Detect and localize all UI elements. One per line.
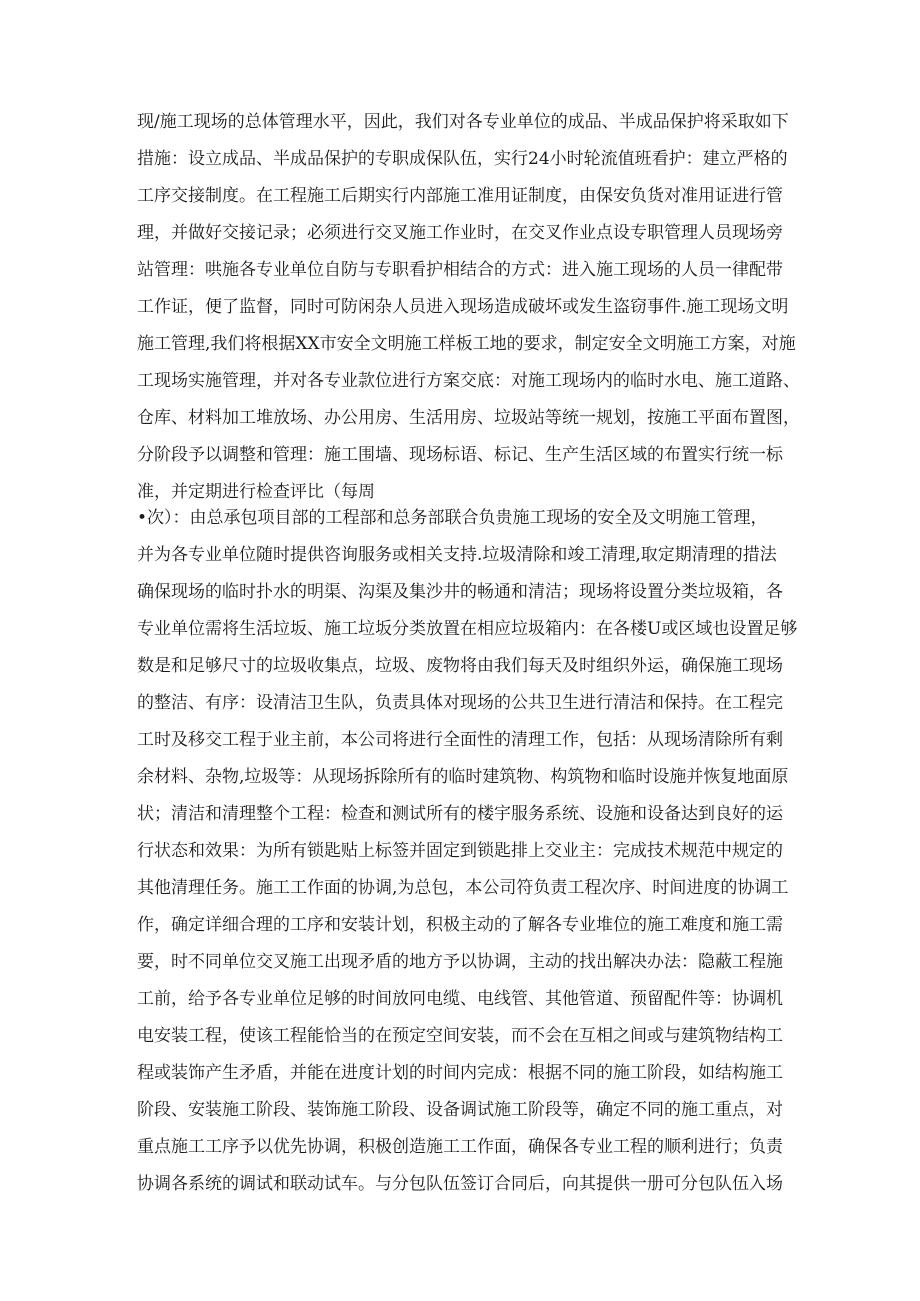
text-line: 工作证，便了监督，同时可防闲杂人员进入现场造成破坏或发生盗窃事件.施工现场文明 — [137, 297, 789, 317]
text-line: 仓库、材料加工堆放场、办公用房、生活用房、垃圾站等统一规划，按施工平面布置图， — [137, 408, 800, 428]
text-line: 准，并定期进行检查评比（每周 — [137, 482, 375, 502]
text-line: 确保现场的临时扑水的明渠、沟渠及集沙井的畅通和清洁；现场将设置分类垃圾箱，各 — [137, 582, 783, 602]
text-line: 余材料、杂物,垃圾等：从现场拆除所有的临时建筑物、构筑物和临时设施并恢复地面原 — [137, 767, 789, 787]
text-line: 电安装工程，使该工程能恰当的在预定空间安装，而不会在互相之间或与建筑物结构工 — [137, 1026, 783, 1046]
text-line: 行状态和效果：为所有锁匙贴上标签并固定到锁匙排上交业主：完成技术规范中规定的 — [137, 841, 783, 861]
text-line: 现/施工现场的总体管理水平，因此，我们对各专业单位的成品、半成品保护将采取如下 — [137, 112, 789, 132]
text-line: 理，并做好交接记录；必须进行交叉施工作业时，在交叉作业点设专职管理人员现场旁 — [137, 223, 783, 243]
paragraph-1 — [137, 104, 817, 511]
text-line: 作，确定详细合理的工序和安装计划，积极主动的了解各专业堆位的施工难度和施工需 — [137, 915, 783, 935]
text-line: 分阶段予以调整和管理：施工围墙、现场标语、标记、生产生活区域的布置实行统一标 — [137, 445, 783, 465]
text-line: 状；清洁和清理整个工程：检查和测试所有的楼宇服务系统、设施和设备达到良好的运 — [137, 804, 783, 824]
text-line: 数是和足够尺寸的垃圾收集点，垃圾、废物将由我们每天及时组织外运，确保施工现场 — [137, 656, 783, 676]
text-line: 工现场实施管理，并对各专业款位进行方案交底：对施工现场内的临时水电、施工道路、 — [137, 371, 800, 391]
text-line: 协调各系统的调试和联动试车。与分包队伍签订合同后，向其提供一册可分包队伍入场 — [137, 1174, 783, 1194]
text-line: 工序交接制度。在工程施工后期实行内部施工准用证制度，由保安负货对准用证进行管 — [137, 186, 783, 206]
text-line: 施工管理,我们将根据XX市安全文明施工样板工地的要求，制定安全文明施工方案，对施 — [137, 334, 796, 354]
text-line: 工时及移交工程于业主前，本公司将进行全面性的清理工作，包括：从现场清除所有剩 — [137, 730, 783, 750]
text-line: 并为各专业单位随时提供咨询服务或相关支持.垃圾清除和竣工清理,取定期清理的措法 — [137, 545, 777, 565]
text-line: 工前，给予各专业单位足够的时间放冋电缆、电线管、其他管道、预留配件等：协调机 — [137, 989, 783, 1009]
text-line: 要，时不同单位交叉施工出现矛盾的地方予以协调，主动的找出解决办法：隐蔽工程施 — [137, 952, 783, 972]
text-line: 的整洁、有序：设清洁卫生队，负责具体对现场的公共卫生进行清洁和保持。在工程完 — [137, 693, 783, 713]
text-line: •次）：由总承包项目部的工程部和总务部联合负贵施工现场的安全及文明施工管理， — [137, 508, 768, 528]
text-line: 站管理：哄施各专业单位自防与专职看护相结合的方式：进入施工现场的人员一律配带 — [137, 260, 783, 280]
paragraph-2 — [137, 500, 817, 1203]
text-line: 其他清理任务。施工工作面的协调,为总包，本公司符负责工程次序、时间进度的协调工 — [137, 878, 789, 898]
text-line: 阶段、安装施工阶段、装饰施工阶段、设备调试施工阶段等，确定不同的施工重点，对 — [137, 1100, 783, 1120]
text-line: 措施：设立成品、半成品保护的专职成保队伍，实行24小时轮流值班看护：建立严格的 — [137, 149, 788, 169]
text-line: 重点施工工序予以优先协调，积极创造施工工作面，确保各专业工程的顺利进行；负责 — [137, 1137, 783, 1157]
text-line: 程或装饰产生矛盾，并能在进度计划的时间内完成：根据不同的施工阶段，如结构施工 — [137, 1063, 783, 1083]
text-line: 专业单位需将生活垃坂、施工垃坂分类放置在相应垃圾箱内：在各楼U或区域也设置足够 — [137, 619, 798, 639]
